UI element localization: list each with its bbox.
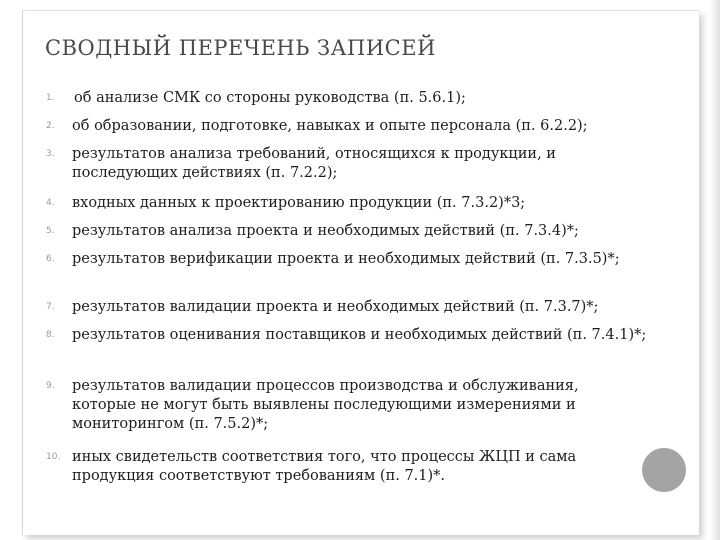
list-item-number: 5. — [46, 226, 55, 236]
decorative-circle — [642, 448, 686, 492]
list-item-number: 10. — [46, 452, 61, 462]
list-item-text: результатов анализа требований, относящихся к продукции, и последующих действиях (п. 7.2.2); — [72, 146, 556, 181]
list-item-text: результатов валидации процессов производства и обслуживания, которые не могут быть выявлены последующими измерениями и мониторингом (п. 7.5.2)*; — [72, 378, 579, 432]
list-item-text: иных свидетельств соответствия того, что процессы ЖЦП и сама продукция соответствуют требованиям (п. 7.1)*. — [72, 449, 577, 484]
list-item-text: результатов анализа проекта и необходимых действий (п. 7.3.4)*; — [72, 223, 579, 239]
list-item-text: результатов оценивания поставщиков и необходимых действий (п. 7.4.1)*; — [72, 327, 647, 343]
list-item-number: 6. — [46, 254, 55, 264]
list-item-number: 1. — [46, 93, 55, 103]
list-item-text: входных данных к проектированию продукции (п. 7.3.2)*3; — [72, 195, 526, 211]
list-item-number: 9. — [46, 381, 55, 391]
list-item-number: 8. — [46, 330, 55, 340]
list-item-number: 2. — [46, 121, 55, 131]
list-item-number: 7. — [46, 302, 55, 312]
slide-title: СВОДНЫЙ ПЕРЕЧЕНЬ ЗАПИСЕЙ — [45, 36, 436, 60]
list-item-text: об образовании, подготовке, навыках и опыте персонала (п. 6.2.2); — [72, 118, 588, 134]
list-item-number: 4. — [46, 198, 55, 208]
list-item-text: результатов валидации проекта и необходимых действий (п. 7.3.7)*; — [72, 299, 599, 315]
list-item-text: результатов верификации проекта и необходимых действий (п. 7.3.5)*; — [72, 251, 620, 267]
list-item-text: об анализе СМК со стороны руководства (п. 5.6.1); — [74, 90, 466, 106]
list-item-number: 3. — [46, 149, 55, 159]
